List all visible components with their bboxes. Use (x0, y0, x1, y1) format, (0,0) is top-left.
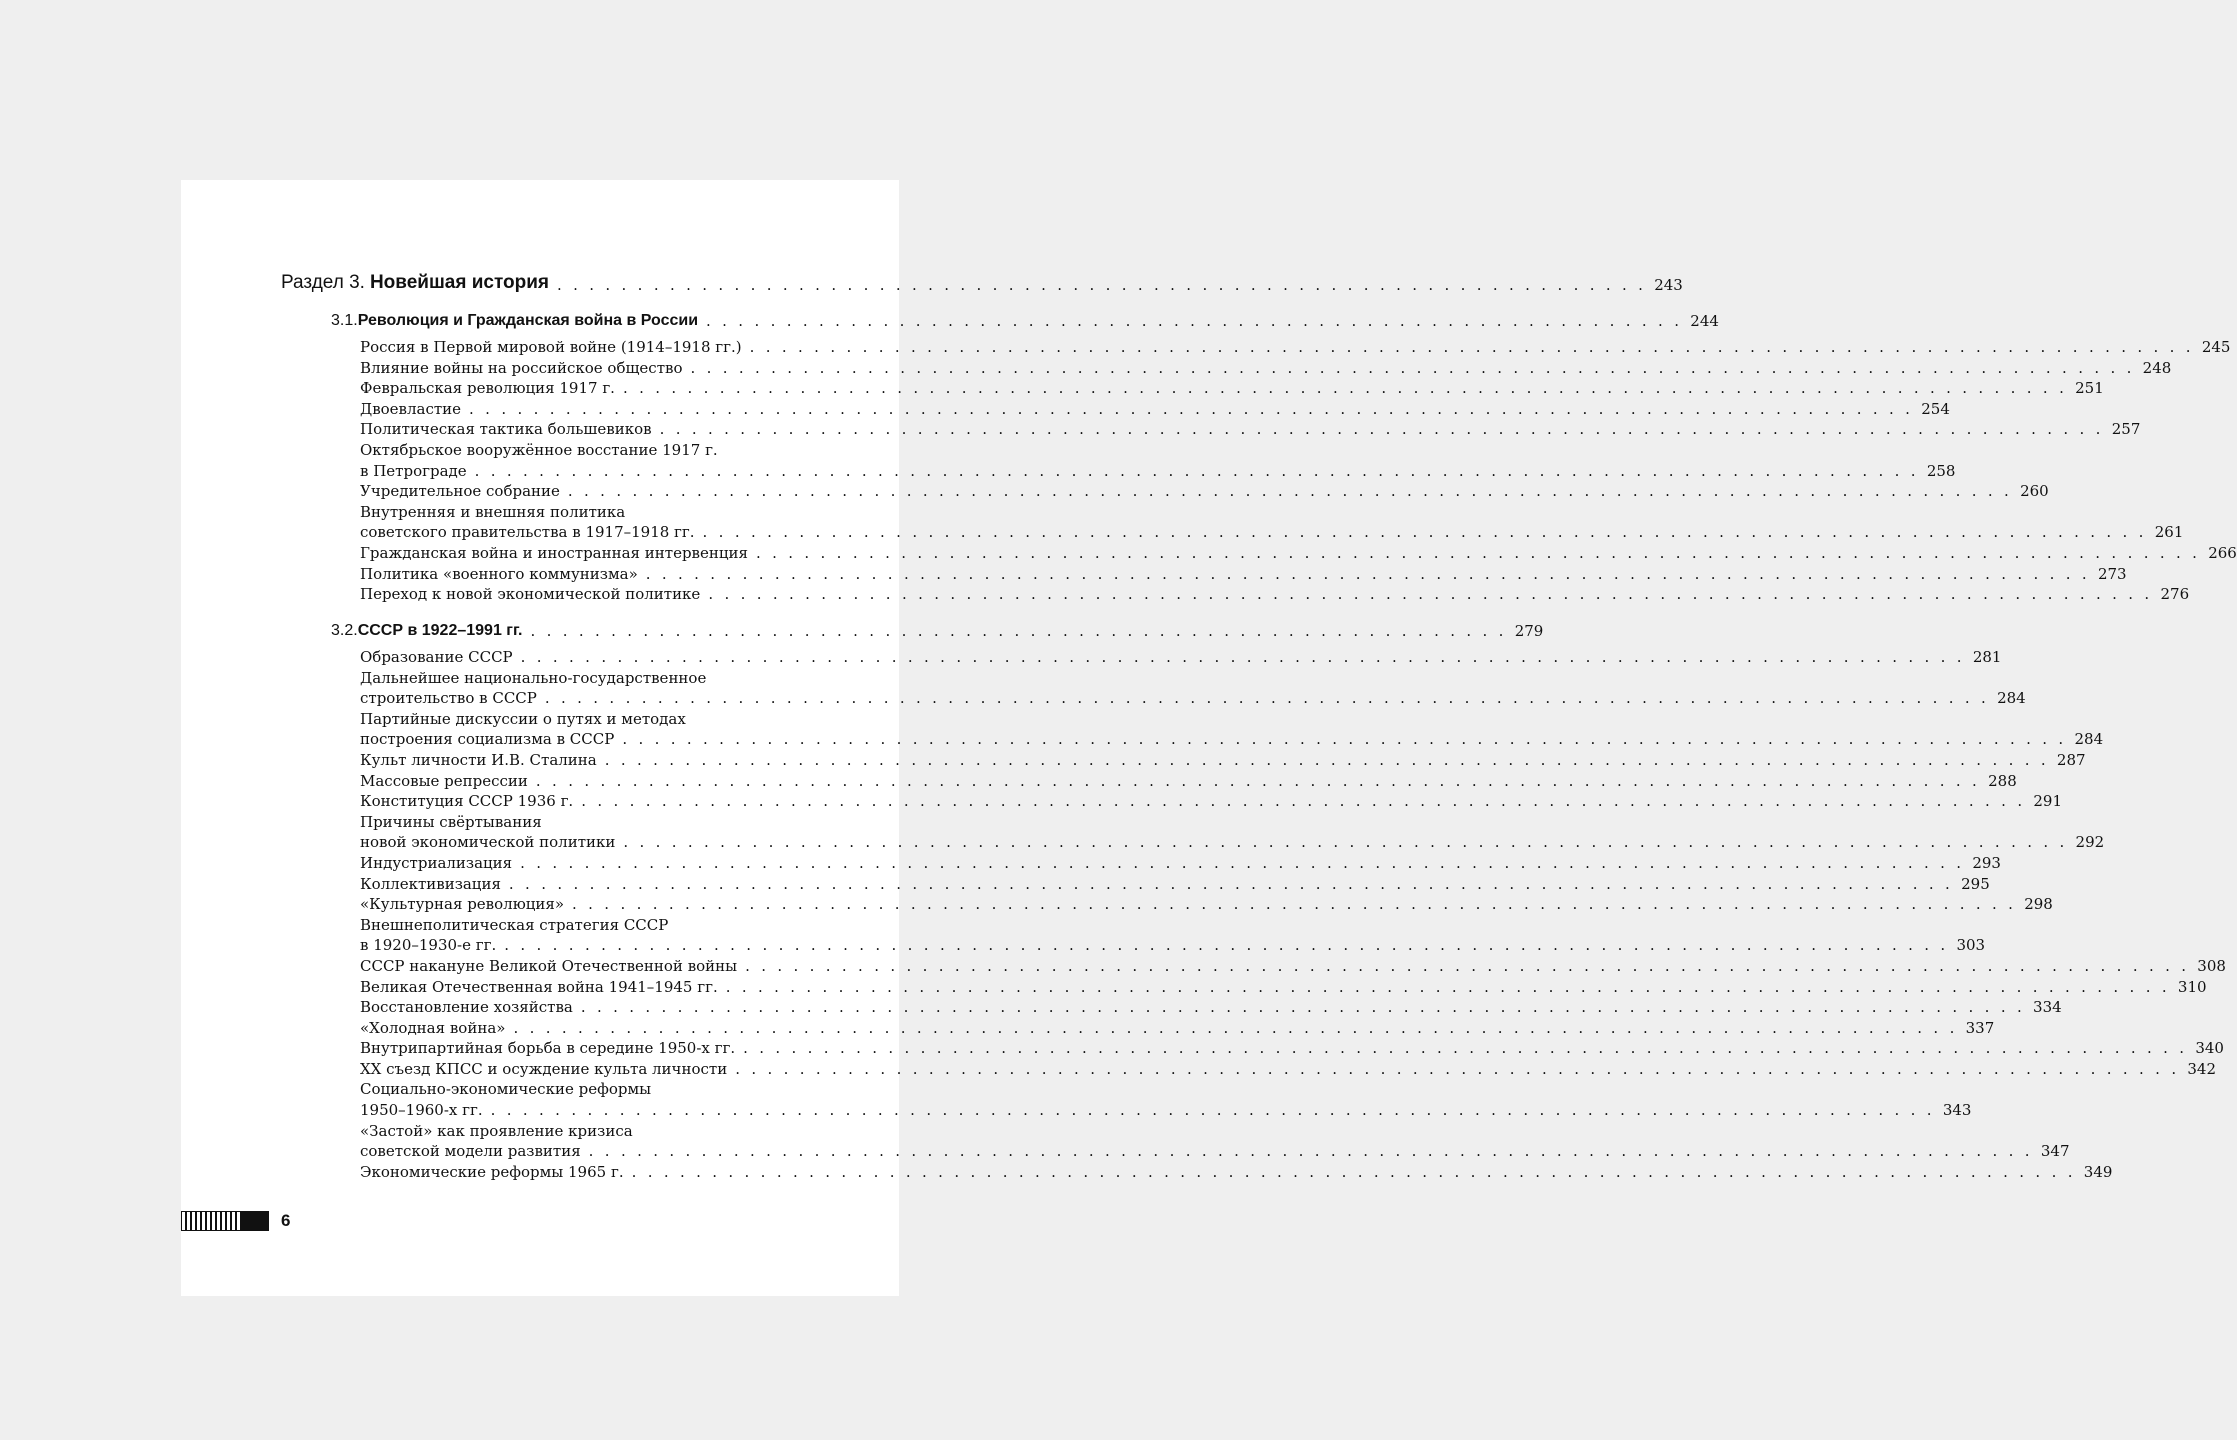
leader-dots: . . . . . . . . . . . . . . . . . . . . . . . . . . . . . . . . . . . . . . . . . . . . . . . . . . . . . . . . . . . . . . . . . . . . . . . . . . . . . . . . . . . . . . . . . . (520, 853, 1965, 872)
toc-entry-page: 266 (2208, 543, 2237, 562)
toc-entry-page: 258 (1926, 461, 1956, 480)
leader-dots: . . . . . . . . . . . . . . . . . . . . . . . . . . . . . . . . . . . . . . . . . . . . . . . . . . . . . . . . . . . . . . . . . . . . . . . . . . . . . . . . . . . . . . . . . . (708, 585, 2153, 604)
toc-entry-page: 281 (1972, 648, 2002, 666)
leader-dots: . . . . . . . . . . . . . . . . . . . . . . . . . . . . . . . . . . . . . . . . . . . . . . . . . . . . . . . . . . . . . . . . . . . . . . . . . . . . . . . . . . . . . . . . . . (702, 523, 2147, 542)
toc-entry-title: Экономические реформы 1965 г. (360, 1162, 624, 1181)
leader-dots: . . . . . . . . . . . . . . . . . . . . . . . . . . . . . . . . . . . . . . . . . . . . . . . . . . . . . . . . . . . . . . . . . . . . . . . . . . . . . . . . . . . . . . . . . . (659, 420, 2104, 439)
toc-entry-title: строительство в СССР (360, 689, 537, 708)
chapter-heading-3-2 (331, 622, 1544, 640)
toc-entry-page: 273 (2097, 564, 2127, 583)
chapter-3-1-entries (360, 337, 2237, 605)
toc-entry (360, 440, 1956, 481)
toc-entry-title: Февральская революция 1917 г. (360, 379, 615, 398)
toc-entry (360, 894, 2053, 915)
toc-entry-title: СССР накануне Великой Отечественной войны (360, 956, 738, 975)
toc-entry-title: новой экономической политики (360, 833, 616, 852)
toc-entry-title: построения социализма в СССР (360, 730, 615, 749)
toc-entry-title: Учредительное собрание (360, 482, 560, 501)
toc-entry-title-line: Внутренняя и внешняя политика (360, 502, 626, 521)
leader-dots: . . . . . . . . . . . . . . . . . . . . . . . . . . . . . . . . . . . . . . . . . . . . . . . . . . . . . . . . . . . . . . . . . . . . . . . . . . . . . . . . . . . . . . . . . . (508, 874, 1954, 893)
leader-dots: . . . . . . . . . . . . . . . . . . . . . . . . . . . . . . . . . . . . . . . . . . . . . . . . . . . . . . . . . . . . . . . . . . . . . . . . . . . . . . . . . . . . . . . . . . (535, 771, 1981, 790)
section-heading (281, 272, 1683, 294)
toc-entry (360, 709, 2104, 750)
toc-entry-page: 254 (1921, 399, 1950, 418)
toc-entry-title: в 1920–1930-е гг. (360, 936, 497, 955)
toc-entry-page: 308 (2197, 956, 2226, 975)
toc-entry-title: Переход к новой экономической политике (360, 585, 701, 604)
toc-entry (360, 956, 2226, 977)
leader-dots: . . . . . . . . . . . . . . . . . . . . . . . . . . . . . . . . . . . . . . . . . . . . . . . . . . . . . . . . . . . . . . . . . . . . . . . . . . . . . . . . . . . . . . . . . . (756, 543, 2201, 562)
leader-dots: . . . . . . . . . . . . . . . . . . . . . . . . . . . . . . . . . . . . . . . . . . . . . . . . . . . . . . . . . . . . . . . . . . . . . . . . . . . . . . . . . . . . . . . . . . (743, 1039, 2188, 1058)
toc-entry (360, 750, 2086, 771)
folio-bar-graphic (181, 1211, 269, 1231)
leader-dots: . . . . . . . . . . . . . . . . . . . . . . . . . . . . . . . . . . . . . . . . . . . . . . . . . . . . . . . . . . . . . . . . . . . . . . . . . . . . . . . . . . . . . . . . . . (690, 358, 2135, 377)
toc-entry-page: 276 (2160, 585, 2190, 604)
toc-entry (360, 543, 2237, 564)
toc-entry (360, 358, 2172, 379)
leader-dots: . . . . . . . . . . . . . . . . . . . . . . . . . . . . . . . . . . . . . . . . . . . . . . . . . . . . . . . . . . . . . . . . . . . . . . . . . . . . . . . . . . . . . . . . . . (474, 461, 1919, 480)
book-page (181, 180, 2237, 1296)
leader-dots: . . . . . . . . . . . . . . . . . . . . . . . . . . . . . . . . . . . . . . . . . . . . . . . . . . . . . . . . . . . . . . . . . . . . . . . . . . . . . . . . . . . . . . . . . . (735, 1059, 2180, 1078)
toc-entry-title: Политика «военного коммунизма» (360, 564, 638, 583)
toc-entry (360, 668, 2026, 709)
toc-entry (360, 791, 2063, 812)
toc-entry-title: советской модели развития (360, 1142, 581, 1161)
toc-entry-title: Образование СССР (360, 648, 513, 666)
toc-entry-title: Индустриализация (360, 853, 513, 872)
toc-entry-title-line: «Застой» как проявление кризиса (360, 1121, 633, 1140)
leader-dots: . . . . . . . . . . . . . . . . . . . . . . . . . . . . . . . . . . . . . . . . . . . . . . . . . . . . . . . . . . . . . . . . . . . . . . . . . . . . . . . . . . . . . . . . . . (725, 977, 2170, 996)
toc-entry (360, 378, 2104, 399)
leader-dots: . . . . . . . . . . . . . . . . . . . . . . . . . . . . . . . . . . . . . . . . . . . . . . . . . . . . . . . . . . . . . . . . . . . . . . . . . . . . . . . . . . . . . . . . . . (490, 1101, 1935, 1120)
section-page: 243 (1654, 276, 1683, 294)
leader-dots: . . . . . . . . . . . . . . . . . . . . . . . . . . . . . . . . . . . . . . . . . . . . . . . . . . . . . . . . . . . . . . . . . . . . . . . . . . . . . . . . . . . . . . . . . . (513, 1018, 1958, 1037)
toc-entry-page: 261 (2154, 523, 2184, 542)
toc-entry-title: Внутрипартийная борьба в середине 1950-х гг. (360, 1039, 736, 1058)
leader-dots: . . . . . . . . . . . . . . . . . . . . . . . . . . . . . . . . . . . . . . . . . . . . . . . . . . . . . . . . . . . . . . . . . . . . . . . . . . . . . . . . . . . . . . . . . . (469, 399, 1914, 418)
section-label: Раздел 3. (281, 272, 365, 293)
toc-entry-title-line: Внешнеполитическая стратегия СССР (360, 915, 669, 934)
toc-entry-page: 260 (2020, 482, 2049, 501)
toc-entry-page: 287 (2056, 750, 2086, 769)
toc-entry-title: Россия в Первой мировой войне (1914–1918 гг.) (360, 338, 742, 356)
leader-dots: . . . . . . . . . . . . . . . . . . . . . . . . . . . . . . . . . . . . . . . . . . . . . . . . . . . . . . . . . . . . . . . . . . . . . . . . . . . . . . . . . . . . . . . . . . (567, 482, 2013, 501)
leader-dots: . . . . . . . . . . . . . . . . . . . . . . . . . . . . . . . . . . . . . . . . . . . . . . . . . . . . . . . . . . . . . . . . . . . . . . . . . . . . . . . . . . . . . . . . . . (749, 338, 2194, 356)
chapter-heading-3-1 (331, 312, 1719, 330)
toc-entry-title-line: Партийные дискуссии о путях и методах (360, 709, 686, 728)
toc-entry (360, 874, 1990, 895)
toc-entry-title: Конституция СССР 1936 г. (360, 792, 574, 811)
toc-entry-title: XX съезд КПСС и осуждение культа личности (360, 1059, 728, 1078)
toc-entry-page: 292 (2075, 833, 2105, 852)
toc-entry (360, 502, 2184, 543)
leader-dots: . . . . . . . . . . . . . . . . . . . . . . . . . . . . . . . . . . . . . . . . . . . . . . . . . . . . . . . . . . . . . . . . . . . . . . . . . . . . . . . . . . . . . . . . . . (623, 833, 2068, 852)
toc-entry (360, 1059, 2217, 1080)
leader-dots: . . . . . . . . . . . . . . . . . . . . . . . . . . . . . . . . . . . . . . . . . . . . . . . . . . . . . . . . . . . . . . . . . . . . . . . . . . . . . . . . . . . . . . . . . . (520, 648, 1965, 666)
toc-entry (360, 812, 2105, 853)
toc-entry (360, 977, 2207, 998)
leader-dots: . . . . . . . . . . . . . . . . . . . . . . . . . . . . . . . . . . . . . . . . . . . . . . . . . . . . . . . . . . . . . . . . . . . . . . . . . . . . . . . . . . . . . . . . . . (580, 998, 2026, 1017)
toc-entry-page: 298 (2024, 895, 2053, 914)
toc-entry-page: 347 (2040, 1142, 2070, 1161)
leader-dots: . . . . . . . . . . . . . . . . . . . . . . . . . . . . . . . . . . . . . . . . . . . . . . . . . . . . . . . . . . . . . . . . . . . . . . . . . . . . . . . . . . . . . . . . . . (631, 1162, 2076, 1181)
toc-entry-title: Массовые репрессии (360, 771, 528, 790)
toc-entry-page: 248 (2142, 358, 2172, 377)
toc-entry-page: 251 (2075, 379, 2104, 398)
toc-entry-title: Гражданская война и иностранная интервенция (360, 543, 748, 562)
chapter-number: 3.1. (331, 312, 358, 329)
leader-dots: . . . . . . . . . . . . . . . . . . . . . . . . . . . . . . . . . . . . . . . . . . . . . . . . . . . . . . . . . . . . . . . . . . . . . . . . . . . . . . . . . . . . . . . . . . (581, 792, 2026, 811)
toc-entry (360, 584, 2190, 605)
toc-entry-title-line: Октябрьское вооружённое восстание 1917 г. (360, 440, 718, 459)
toc-entry-page: 245 (2201, 338, 2231, 356)
toc-entry-title: «Холодная война» (360, 1018, 506, 1037)
toc-entry (360, 564, 2127, 585)
leader-dots: . . . . . . . . . . . . . . . . . . . . . . . . . . . . . . . . . . . . . . . . . . . . . . . . . . . . . . . . . . . . . . . . . . . . . . . . . . . . . . . . . . . . . . . . . . (588, 1142, 2033, 1161)
toc-entry (360, 1018, 1995, 1039)
toc-entry (360, 481, 2049, 502)
toc-entry-title: Коллективизация (360, 874, 501, 893)
page-folio (181, 1210, 290, 1232)
toc-entry-title-line: Дальнейшее национально-государственное (360, 668, 707, 687)
toc-entry-title: Восстановление хозяйства (360, 998, 573, 1017)
toc-entry-page: 295 (1961, 874, 1990, 893)
toc-entry-title-line: Социально-экономические реформы (360, 1080, 652, 1099)
toc-entry (360, 337, 2231, 358)
toc-entry (360, 853, 2001, 874)
toc-entry-page: 310 (2177, 977, 2207, 996)
leader-dots: . . . . . . . . . . . . . . . . . . . . . . . . . . . . . . . . . . . . . . . . . . . . . . . . . . . . . . . . . . . . . . . . . . . . . . . . . . . . . . . . . . . . . . . . . . (622, 379, 2068, 398)
leader-dots: . . . . . . . . . . . . . . . . . . . . . . . . . . . . . . . . . . . . . . . . . . . . . . . . . . . . . . . . . . . . . . . . . . . . . . . . . . . . . . . . . . . . . . . . . . (645, 564, 2090, 583)
leader-dots: . . . . . . . . . . . . . . . . . . . . . . . . . . . . . . . . . . . . . . . . . . . . . . . . . . . . . . . . . . . . . (706, 312, 1683, 330)
toc-entry-page: 349 (2083, 1162, 2113, 1181)
toc-entry-title: Двоевластие (360, 399, 462, 418)
toc-entry-title: 1950–1960-х гг. (360, 1101, 483, 1120)
chapter-page: 244 (1690, 312, 1719, 330)
toc-entry (360, 1162, 2113, 1183)
toc-entry-page: 288 (1988, 771, 2017, 790)
leader-dots: . . . . . . . . . . . . . . . . . . . . . . . . . . . . . . . . . . . . . . . . . . . . . . . . . . . . . . . . . . . . . . . . . . . . . . . . . . . . . . . . . . . . . . . . . . (604, 750, 2049, 769)
toc-entry-page: 342 (2187, 1059, 2217, 1078)
toc-entry (360, 647, 2002, 668)
page-number: 6 (281, 1211, 291, 1230)
chapter-page: 279 (1514, 622, 1544, 640)
leader-dots: . . . . . . . . . . . . . . . . . . . . . . . . . . . . . . . . . . . . . . . . . . . . . . . . . . . . . . . . . . . . . . . . . . . . . . . . . . . . . . . . . . . . . . . . . . (745, 956, 2190, 975)
toc-entry (360, 915, 1986, 956)
toc-entry-title: Великая Отечественная война 1941–1945 гг. (360, 977, 718, 996)
toc-entry-page: 343 (1942, 1101, 1972, 1120)
toc-entry-page: 257 (2111, 420, 2141, 439)
toc-entry-page: 303 (1956, 936, 1986, 955)
leader-dots: . . . . . . . . . . . . . . . . . . . . . . . . . . . . . . . . . . . . . . . . . . . . . . . . . . . . . . . . . . . . . . . . . . . . . . . . . . . . . . . . . . . . . . . . . . (544, 689, 1990, 708)
toc-entry-page: 337 (1965, 1018, 1995, 1037)
toc-entry-page: 334 (2033, 998, 2062, 1017)
toc-entry-title: Культ личности И.В. Сталина (360, 750, 597, 769)
toc-entry-page: 291 (2033, 792, 2063, 811)
toc-entry (360, 997, 2062, 1018)
toc-entry (360, 419, 2141, 440)
toc-entry-title-line: Причины свёртывания (360, 812, 542, 831)
leader-dots: . . . . . . . . . . . . . . . . . . . . . . . . . . . . . . . . . . . . . . . . . . . . . . . . . . . . . . . . . . . . . (530, 622, 1507, 640)
toc-entry (360, 1079, 1972, 1120)
toc-entry (360, 1038, 2224, 1059)
chapter-number: 3.2. (331, 622, 358, 639)
toc-entry (360, 771, 2017, 792)
toc-entry (360, 399, 1950, 420)
toc-entry-title: Политическая тактика большевиков (360, 420, 652, 439)
toc-entry-title: Влияние войны на российское общество (360, 358, 683, 377)
chapter-title: Революция и Гражданская война в России (357, 312, 699, 329)
toc-entry-title: в Петрограде (360, 461, 467, 480)
toc-entry-page: 284 (2074, 730, 2104, 749)
toc-entry-title: советского правительства в 1917–1918 гг. (360, 523, 695, 542)
leader-dots: . . . . . . . . . . . . . . . . . . . . . . . . . . . . . . . . . . . . . . . . . . . . . . . . . . . . . . . . . . . . . . . . . . . . (557, 276, 1647, 294)
section-title: Новейшая история (369, 272, 549, 293)
toc-entry (360, 1121, 2070, 1162)
chapter-3-2-entries (360, 647, 2226, 1182)
leader-dots: . . . . . . . . . . . . . . . . . . . . . . . . . . . . . . . . . . . . . . . . . . . . . . . . . . . . . . . . . . . . . . . . . . . . . . . . . . . . . . . . . . . . . . . . . . (504, 936, 1949, 955)
leader-dots: . . . . . . . . . . . . . . . . . . . . . . . . . . . . . . . . . . . . . . . . . . . . . . . . . . . . . . . . . . . . . . . . . . . . . . . . . . . . . . . . . . . . . . . . . . (572, 895, 2017, 914)
toc-entry-page: 293 (1972, 853, 2001, 872)
chapter-title: СССР в 1922–1991 гг. (357, 622, 523, 639)
toc-entry-page: 284 (1997, 689, 2026, 708)
toc-entry-page: 340 (2195, 1039, 2224, 1058)
leader-dots: . . . . . . . . . . . . . . . . . . . . . . . . . . . . . . . . . . . . . . . . . . . . . . . . . . . . . . . . . . . . . . . . . . . . . . . . . . . . . . . . . . . . . . . . . . (622, 730, 2067, 749)
toc-entry-title: «Культурная революция» (360, 895, 565, 914)
